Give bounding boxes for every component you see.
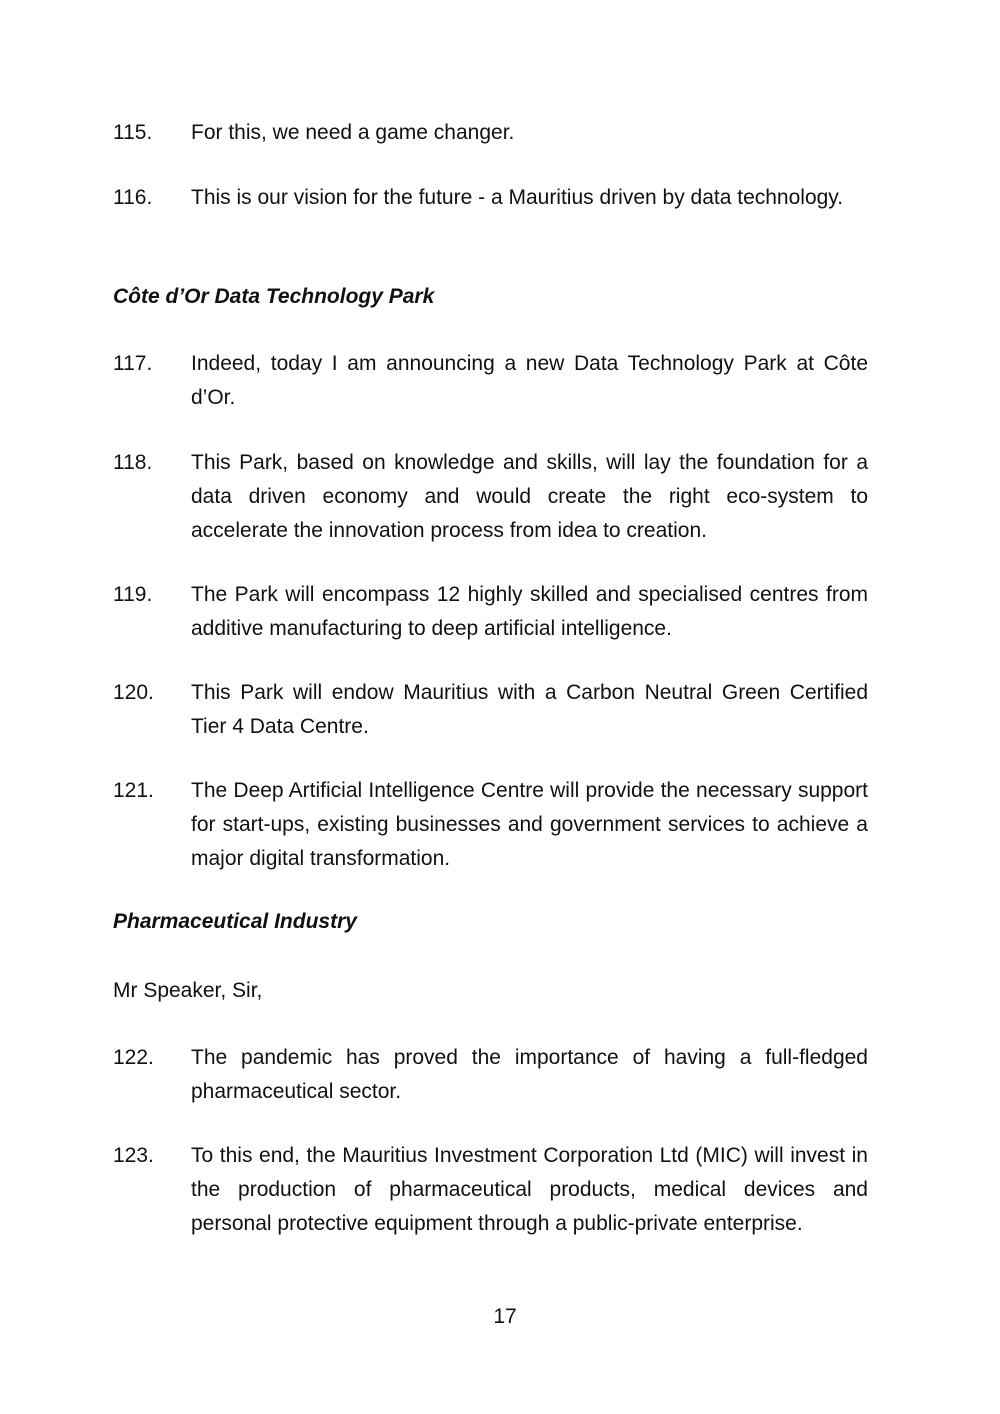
section-heading-pharma: Pharmaceutical Industry [113, 910, 357, 933]
paragraph-number: 115. [113, 121, 153, 144]
paragraph-text: The Park will encompass 12 highly skilled and specialised centres from additive manufacturing to deep artificial intelligence. [191, 583, 868, 640]
paragraph-text: The pandemic has proved the importance of having a full-fledged pharmaceutical sector. [191, 1046, 868, 1103]
paragraph-text: This is our vision for the future - a Mauritius driven by data technology. [191, 186, 844, 209]
salutation: Mr Speaker, Sir, [113, 979, 263, 1002]
paragraph-117 [113, 347, 868, 415]
paragraph-number: 116. [113, 186, 153, 209]
paragraph-text: To this end, the Mauritius Investment Corporation Ltd (MIC) will invest in the production of pharmaceutical products, medical devices and personal protective equipment through a public-private enterprise. [191, 1144, 868, 1235]
paragraph-116 [113, 181, 868, 215]
paragraph-text: For this, we need a game changer. [191, 121, 515, 144]
paragraph-text: This Park will endow Mauritius with a Carbon Neutral Green Certified Tier 4 Data Centre. [191, 681, 868, 738]
section-heading-data-park: Côte d’Or Data Technology Park [113, 285, 435, 308]
paragraph-number: 118. [113, 451, 153, 474]
paragraph-number: 122. [113, 1046, 154, 1069]
paragraph-text: Indeed, today I am announcing a new Data Technology Park at Côte d’Or. [191, 352, 868, 409]
paragraph-118 [113, 446, 868, 548]
page-number: 17 [493, 1305, 517, 1328]
paragraph-number: 121. [113, 779, 154, 802]
paragraph-number: 117. [113, 352, 153, 375]
paragraph-120 [113, 676, 868, 744]
paragraph-123 [113, 1139, 868, 1241]
paragraph-text: This Park, based on knowledge and skills, will lay the foundation for a data driven economy and would create the right eco-system to accelerate the innovation process from idea to creation. [191, 451, 868, 542]
paragraph-121 [113, 774, 868, 876]
paragraph-122 [113, 1041, 868, 1109]
paragraph-number: 123. [113, 1144, 154, 1167]
paragraph-text: The Deep Artificial Intelligence Centre will provide the necessary support for start-ups, existing businesses and government services to achieve a major digital transformation. [191, 779, 868, 870]
paragraph-number: 120. [113, 681, 154, 704]
paragraph-number: 119. [113, 583, 153, 606]
paragraph-119 [113, 578, 868, 646]
paragraph-115 [113, 116, 868, 150]
